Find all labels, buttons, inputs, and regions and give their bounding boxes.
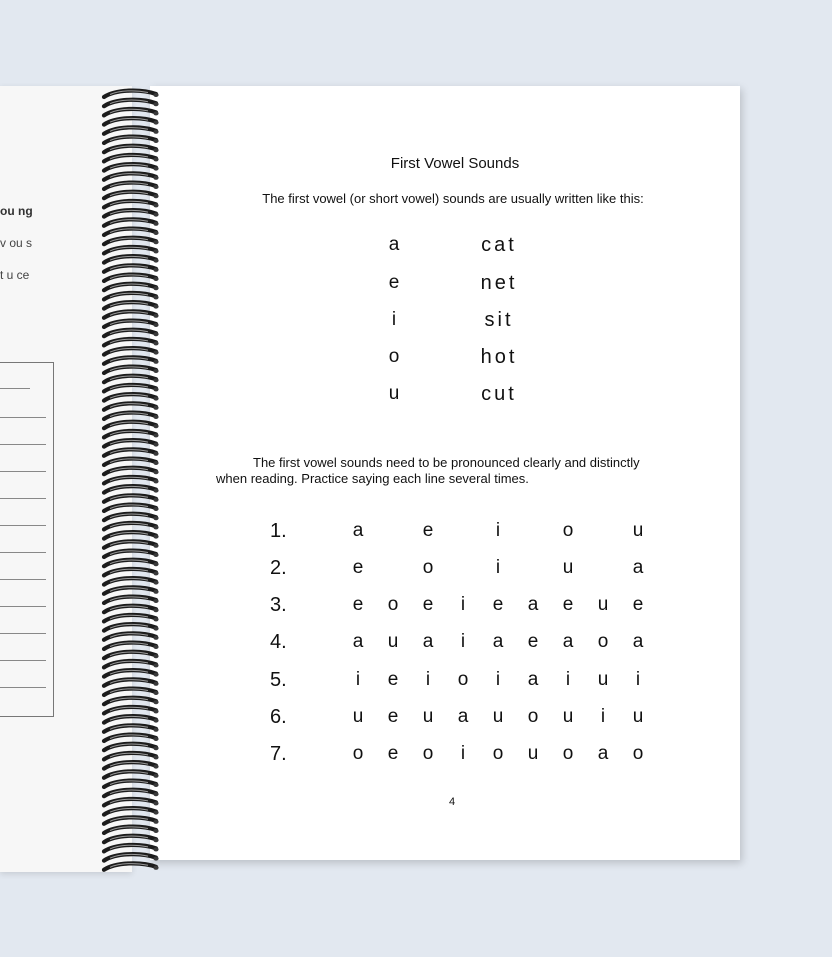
spiral-coil xyxy=(104,587,159,593)
drill-vowel: a xyxy=(352,631,364,652)
spiral-coil xyxy=(104,385,159,391)
drill-vowel: o xyxy=(527,706,539,727)
spiral-coil xyxy=(104,137,159,143)
drill-vowel: i xyxy=(460,594,466,615)
spiral-coil xyxy=(104,698,159,704)
drill-vowel: i xyxy=(460,743,466,764)
left-page-rule-line xyxy=(0,471,46,472)
spiral-coil xyxy=(104,183,159,189)
spiral-coil xyxy=(104,376,159,382)
spiral-coil xyxy=(104,606,159,612)
spiral-coil xyxy=(104,615,159,621)
drill-vowel: e xyxy=(492,594,504,615)
spiral-coil xyxy=(104,551,159,557)
left-page-text-fragment: v ou s xyxy=(0,236,33,250)
spiral-coil xyxy=(104,771,159,777)
spiral-coil xyxy=(104,643,159,649)
drill-row-number: 6. xyxy=(270,706,287,728)
spiral-coil xyxy=(104,431,159,437)
drill-vowel: o xyxy=(492,743,504,764)
spiral-coil xyxy=(104,753,159,759)
drill-vowel: e xyxy=(352,557,364,578)
spiral-coil xyxy=(104,265,159,271)
example-word: cat xyxy=(481,234,517,256)
spiral-coil xyxy=(104,468,159,474)
page-number: 4 xyxy=(448,796,456,808)
drill-row xyxy=(150,520,740,550)
spiral-coil xyxy=(104,201,159,207)
spiral-coil xyxy=(104,597,159,603)
spiral-coil xyxy=(104,339,159,345)
spiral-coil xyxy=(104,689,159,695)
spiral-coil xyxy=(104,560,159,566)
drill-vowel: i xyxy=(600,706,606,727)
example-vowel: o xyxy=(388,346,400,367)
drill-vowel: a xyxy=(632,557,644,578)
drill-row-number: 4. xyxy=(270,631,287,653)
intro-text: The first vowel (or short vowel) sounds are usually written like this: xyxy=(262,191,644,206)
drill-vowel: i xyxy=(495,557,501,578)
left-page-rule-line xyxy=(0,444,46,445)
drill-row-number: 5. xyxy=(270,669,287,691)
vowel-example-row xyxy=(150,234,740,264)
spiral-coil xyxy=(104,164,159,170)
drill-vowel: e xyxy=(527,631,539,652)
spiral-coil xyxy=(104,357,159,363)
drill-vowel: e xyxy=(632,594,644,615)
spiral-coil xyxy=(104,670,159,676)
drill-vowel: u xyxy=(562,557,574,578)
drill-vowel: o xyxy=(422,743,434,764)
left-page-rule-line xyxy=(0,498,46,499)
example-word: sit xyxy=(484,309,514,331)
drill-vowel: e xyxy=(387,669,399,690)
spiral-coil xyxy=(104,413,159,419)
spiral-coil xyxy=(104,311,159,317)
drill-vowel: a xyxy=(492,631,504,652)
example-vowel: e xyxy=(388,272,400,293)
drill-vowel: e xyxy=(387,743,399,764)
drill-vowel: a xyxy=(527,594,539,615)
spiral-coil xyxy=(104,836,159,842)
left-page-lined-box xyxy=(0,362,54,717)
spiral-coil xyxy=(104,799,159,805)
drill-vowel: e xyxy=(422,520,434,541)
spiral-coil xyxy=(104,707,159,713)
example-word: net xyxy=(480,272,518,294)
drill-row xyxy=(150,557,740,587)
spiral-coil xyxy=(104,808,159,814)
drill-vowel: o xyxy=(457,669,469,690)
drill-vowel: e xyxy=(562,594,574,615)
vowel-example-row xyxy=(150,272,740,302)
instruction-line: when reading. Practice saying each line several times. xyxy=(216,471,529,486)
spiral-coil xyxy=(104,744,159,750)
instruction-text xyxy=(216,455,676,487)
spiral-coil xyxy=(104,146,159,152)
drill-vowel: a xyxy=(562,631,574,652)
spiral-coil xyxy=(104,91,159,97)
drill-vowel: i xyxy=(355,669,361,690)
spiral-coil xyxy=(104,762,159,768)
spiral-coil xyxy=(104,284,159,290)
drill-vowel: i xyxy=(460,631,466,652)
spiral-coil xyxy=(104,155,159,161)
drill-row-number: 7. xyxy=(270,743,287,765)
drill-vowel: e xyxy=(352,594,364,615)
spiral-coil xyxy=(104,449,159,455)
spiral-coil xyxy=(104,348,159,354)
spiral-coil xyxy=(104,219,159,225)
drill-vowel: a xyxy=(527,669,539,690)
spiral-coil xyxy=(104,394,159,400)
spiral-coil xyxy=(104,505,159,511)
spiral-coil xyxy=(104,302,159,308)
spiral-coil xyxy=(104,486,159,492)
drill-row-number: 2. xyxy=(270,557,287,579)
drill-row-number: 1. xyxy=(270,520,287,542)
spiral-coil xyxy=(104,790,159,796)
drill-vowel: i xyxy=(495,520,501,541)
spiral-coil xyxy=(104,633,159,639)
spiral-coil xyxy=(104,477,159,483)
vowel-example-row xyxy=(150,309,740,339)
example-vowel: a xyxy=(388,234,400,255)
drill-row xyxy=(150,594,740,624)
left-page-rule-line xyxy=(0,660,46,661)
spiral-coil xyxy=(104,514,159,520)
left-page-rule-line xyxy=(0,417,46,418)
drill-vowel: o xyxy=(387,594,399,615)
left-page-rule-line xyxy=(0,687,46,688)
drill-vowel: o xyxy=(562,743,574,764)
drill-vowel: i xyxy=(425,669,431,690)
page-title: First Vowel Sounds xyxy=(390,155,520,172)
spiral-coil xyxy=(104,229,159,235)
left-page-rule-line xyxy=(0,633,46,634)
drill-vowel: u xyxy=(527,743,539,764)
spiral-coil xyxy=(104,367,159,373)
example-word: cut xyxy=(481,383,517,405)
spiral-coil xyxy=(104,321,159,327)
right-page xyxy=(150,86,740,860)
spiral-coil xyxy=(104,330,159,336)
spiral-coil xyxy=(104,118,159,124)
spiral-coil xyxy=(104,661,159,667)
spiral-coil xyxy=(104,781,159,787)
drill-vowel: e xyxy=(387,706,399,727)
drill-row xyxy=(150,743,740,773)
spiral-coil xyxy=(104,624,159,630)
spiral-coil xyxy=(104,403,159,409)
drill-vowel: a xyxy=(632,631,644,652)
drill-vowel: o xyxy=(422,557,434,578)
spiral-coil xyxy=(104,716,159,722)
drill-vowel: i xyxy=(495,669,501,690)
drill-vowel: u xyxy=(597,669,609,690)
example-vowel: u xyxy=(388,383,400,404)
spiral-coil xyxy=(104,854,159,860)
example-vowel: i xyxy=(391,309,397,330)
drill-vowel: a xyxy=(422,631,434,652)
spiral-binding xyxy=(96,86,164,872)
drill-row-number: 3. xyxy=(270,594,287,616)
spiral-coil xyxy=(104,210,159,216)
drill-vowel: o xyxy=(597,631,609,652)
drill-vowel: u xyxy=(387,631,399,652)
left-page-text-fragment: t u ce xyxy=(0,268,30,282)
spiral-coil xyxy=(104,725,159,731)
drill-vowel: e xyxy=(422,594,434,615)
drill-vowel: u xyxy=(597,594,609,615)
drill-vowel: o xyxy=(352,743,364,764)
spiral-coil xyxy=(104,652,159,658)
drill-vowel: u xyxy=(562,706,574,727)
drill-vowel: u xyxy=(422,706,434,727)
spiral-coil xyxy=(104,735,159,741)
spiral-coil xyxy=(104,845,159,851)
drill-vowel: u xyxy=(632,706,644,727)
spiral-coil xyxy=(104,238,159,244)
drill-vowel: u xyxy=(632,520,644,541)
vowel-example-row xyxy=(150,383,740,413)
drill-vowel: o xyxy=(632,743,644,764)
spiral-coil xyxy=(104,495,159,501)
instruction-line: The first vowel sounds need to be pronounced clearly and distinctly xyxy=(253,455,640,470)
spiral-coil xyxy=(104,127,159,133)
drill-vowel: i xyxy=(635,669,641,690)
drill-row xyxy=(150,631,740,661)
spiral-coil xyxy=(104,192,159,198)
spiral-coil xyxy=(104,422,159,428)
left-page-rule-line xyxy=(0,525,46,526)
spiral-coil xyxy=(104,256,159,262)
example-word: hot xyxy=(480,346,518,368)
spiral-coil xyxy=(104,523,159,529)
spiral-coil xyxy=(104,173,159,179)
spiral-coil xyxy=(104,459,159,465)
left-page-rule-line xyxy=(0,579,46,580)
left-page-rule-line xyxy=(0,388,30,389)
spiral-coil xyxy=(104,817,159,823)
spiral-coil xyxy=(104,532,159,538)
drill-vowel: a xyxy=(352,520,364,541)
drill-vowel: u xyxy=(492,706,504,727)
spiral-coil xyxy=(104,247,159,253)
drill-vowel: i xyxy=(565,669,571,690)
drill-row xyxy=(150,669,740,699)
spiral-coil xyxy=(104,863,159,869)
spiral-coil xyxy=(104,569,159,575)
drill-vowel: a xyxy=(597,743,609,764)
spiral-coil xyxy=(104,578,159,584)
drill-vowel: u xyxy=(352,706,364,727)
left-page-text-fragment: ou ng xyxy=(0,204,33,218)
drill-vowel: a xyxy=(457,706,469,727)
spiral-coil xyxy=(104,293,159,299)
spiral-coil xyxy=(104,679,159,685)
drill-row xyxy=(150,706,740,736)
spiral-coil xyxy=(104,541,159,547)
left-page-rule-line xyxy=(0,552,46,553)
spiral-coil xyxy=(104,109,159,115)
drill-vowel: o xyxy=(562,520,574,541)
spiral-coil xyxy=(104,440,159,446)
spiral-coil xyxy=(104,275,159,281)
spiral-coil xyxy=(104,100,159,106)
left-page-rule-line xyxy=(0,606,46,607)
spiral-coil xyxy=(104,827,159,833)
vowel-example-row xyxy=(150,346,740,376)
